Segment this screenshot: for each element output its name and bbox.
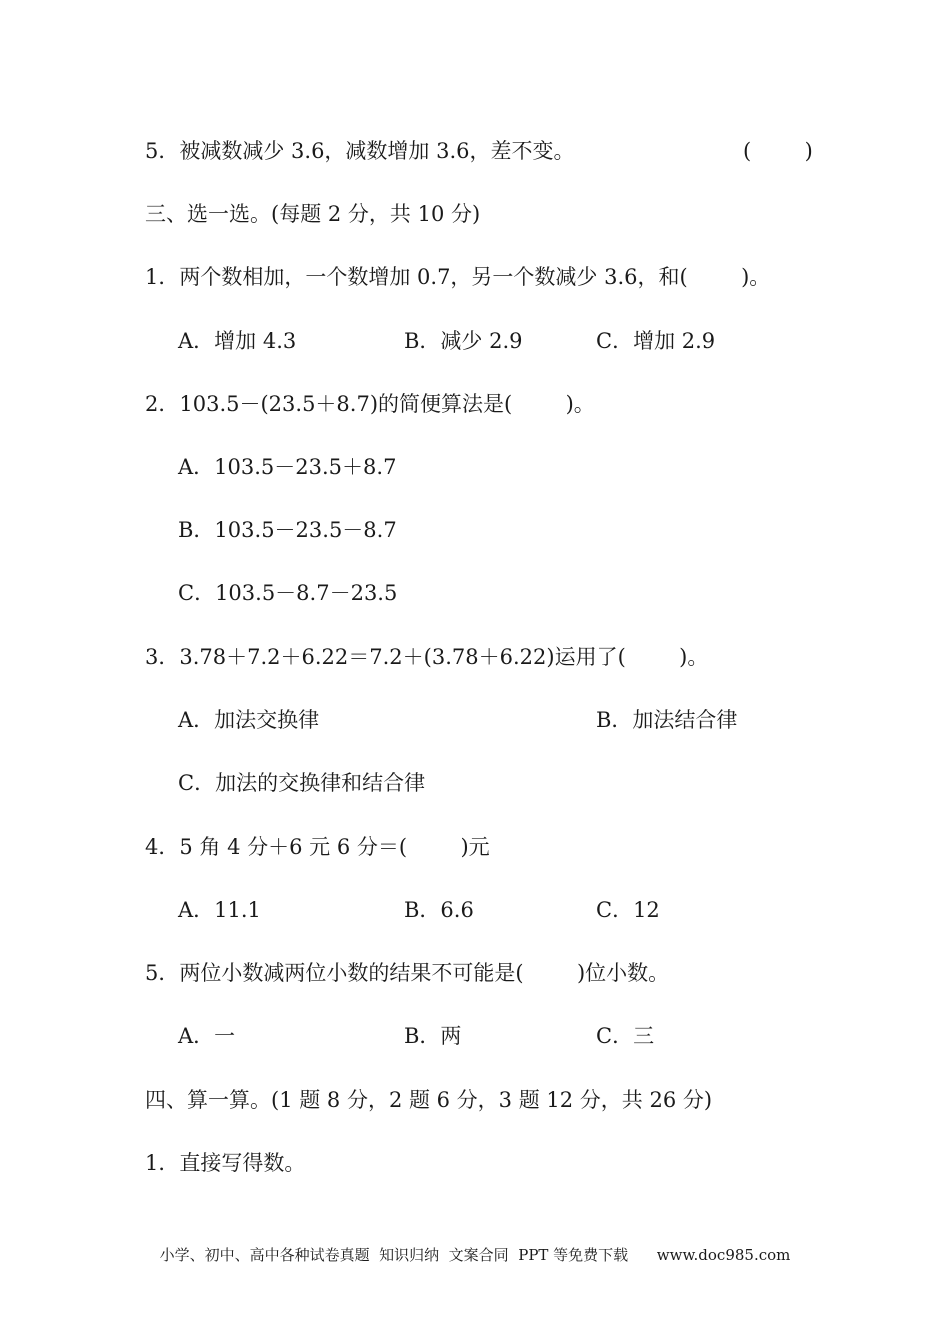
q3-option-a[interactable]: A．加法交换律 [178, 708, 320, 732]
q5-stem: 5．两位小数减两位小数的结果不可能是( )位小数。 [145, 961, 670, 985]
q1-option-c[interactable]: C．增加 2.9 [596, 329, 716, 353]
q5-option-a[interactable]: A．一 [178, 1024, 236, 1048]
q4-option-b[interactable]: B．6.6 [404, 898, 474, 922]
q1-option-a[interactable]: A．增加 4.3 [178, 329, 297, 353]
answer-paren[interactable]: ( ) [743, 139, 813, 163]
q3-option-c[interactable]: C．加法的交换律和结合律 [178, 771, 426, 795]
q2-stem: 2．103.5－(23.5＋8.7)的简便算法是( )。 [145, 392, 595, 416]
q3-option-b[interactable]: B．加法结合律 [596, 708, 738, 732]
judge-q5-text: 5．被减数减少 3.6，减数增加 3.6，差不变。 [145, 139, 575, 163]
q1-stem: 1．两个数相加，一个数增加 0.7，另一个数减少 3.6，和( )。 [145, 265, 771, 289]
q4-stem: 4．5 角 4 分＋6 元 6 分＝( )元 [145, 835, 490, 859]
q2-option-b[interactable]: B．103.5－23.5－8.7 [178, 518, 397, 542]
q1-option-b[interactable]: B．减少 2.9 [404, 329, 523, 353]
q2-option-a[interactable]: A．103.5－23.5＋8.7 [178, 455, 397, 479]
section3-title: 三、选一选。(每题 2 分，共 10 分) [145, 202, 481, 226]
q5-option-c[interactable]: C．三 [596, 1024, 655, 1048]
q4-option-c[interactable]: C．12 [596, 898, 660, 922]
q4-option-a[interactable]: A．11.1 [178, 898, 261, 922]
section4-title: 四、算一算。(1 题 8 分，2 题 6 分，3 题 12 分，共 26 分) [145, 1088, 713, 1112]
footer-text: 小学、初中、高中各种试卷真题 知识归纳 文案合同 PPT 等免费下载 www.doc985.com [159, 1246, 791, 1264]
section4-q1: 1．直接写得数。 [145, 1151, 306, 1175]
q3-stem: 3．3.78＋7.2＋6.22＝7.2＋(3.78＋6.22)运用了( )。 [145, 645, 709, 669]
q2-option-c[interactable]: C．103.5－8.7－23.5 [178, 581, 398, 605]
q5-option-b[interactable]: B．两 [404, 1024, 462, 1048]
